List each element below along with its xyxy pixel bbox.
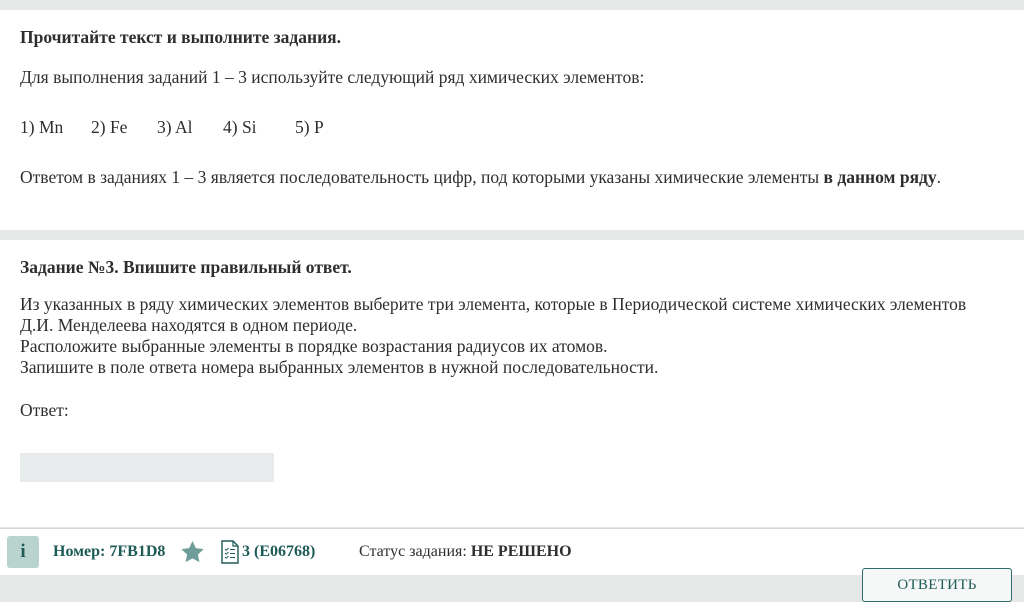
status-value: НЕ РЕШЕНО bbox=[470, 543, 572, 560]
intro-note-text: Ответом в заданиях 1 – 3 является последовательность цифр, под которыми указаны химические элементы bbox=[20, 167, 824, 187]
intro-note-emphasis: в данном ряду bbox=[823, 167, 937, 187]
element-item: 4) Si bbox=[223, 117, 257, 137]
task-status bbox=[359, 543, 572, 561]
intro-note-end: . bbox=[936, 167, 942, 187]
checklist-document-icon[interactable] bbox=[220, 540, 240, 564]
task-number: Номер: 7FB1D8 bbox=[53, 543, 166, 560]
element-item: 5) P bbox=[295, 117, 324, 137]
task-code[interactable]: 3 (E06768) bbox=[242, 543, 316, 560]
element-item: 2) Fe bbox=[91, 117, 128, 137]
intro-instruction: Для выполнения заданий 1 – 3 используйте следующий ряд химических элементов: bbox=[20, 67, 645, 87]
status-label: Статус задания: bbox=[359, 543, 467, 560]
answer-label: Ответ: bbox=[20, 400, 69, 420]
element-item: 3) Al bbox=[157, 117, 193, 137]
star-icon[interactable] bbox=[179, 539, 206, 565]
task-line: Из указанных в ряду химических элементов выберите три элемента, которые в Периодической системе химических элементов bbox=[20, 294, 967, 314]
task-text bbox=[20, 294, 1010, 378]
task-line: Д.И. Менделеева находятся в одном периоде. bbox=[20, 315, 358, 335]
intro-heading: Прочитайте текст и выполните задания. bbox=[20, 27, 342, 47]
info-button[interactable]: i bbox=[7, 536, 39, 568]
answer-input[interactable] bbox=[20, 453, 274, 482]
intro-panel bbox=[0, 10, 1024, 230]
task-title: Задание №3. Впишите правильный ответ. bbox=[20, 257, 352, 277]
task-line: Расположите выбранные элементы в порядке возрастания радиусов их атомов. bbox=[20, 336, 608, 356]
task-line: Запишите в поле ответа номера выбранных элементов в нужной последовательности. bbox=[20, 357, 659, 377]
submit-answer-button[interactable]: ОТВЕТИТЬ bbox=[862, 568, 1012, 602]
element-item: 1) Mn bbox=[20, 117, 64, 137]
elements-list bbox=[20, 117, 324, 138]
intro-note bbox=[20, 167, 941, 188]
task-panel bbox=[0, 240, 1024, 527]
